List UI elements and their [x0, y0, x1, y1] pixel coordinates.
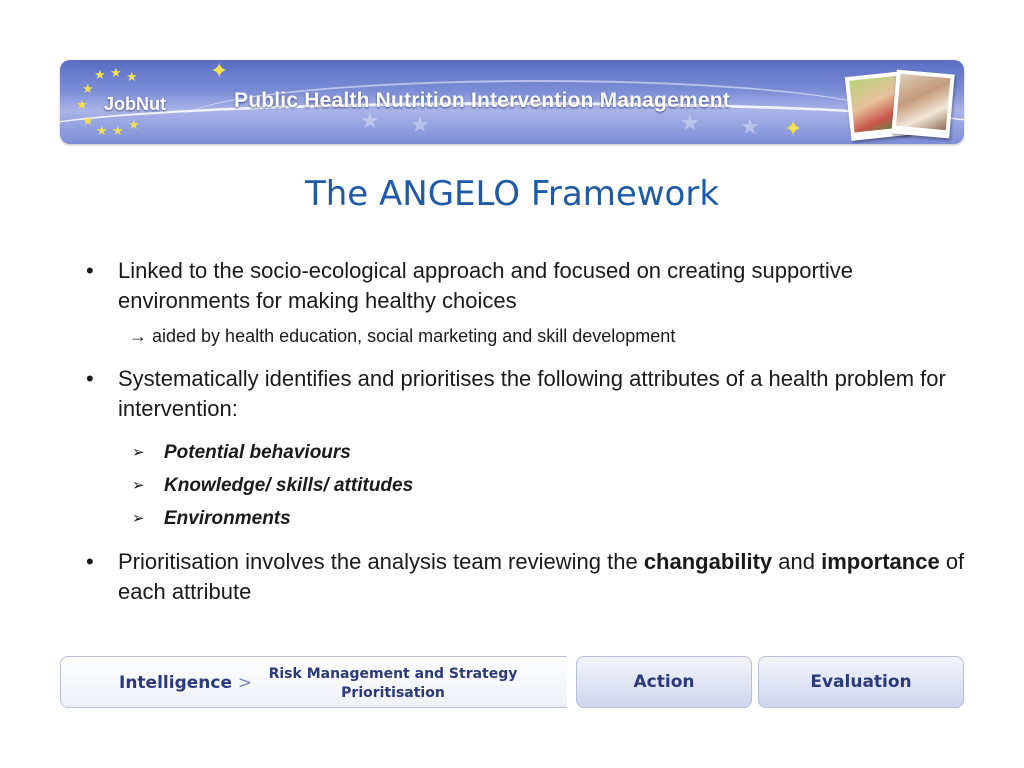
logo-star-icon: ★: [126, 69, 138, 84]
logo-star-icon: ★: [82, 113, 94, 128]
tab-action[interactable]: [576, 656, 752, 708]
tab-evaluation[interactable]: [758, 656, 964, 708]
decorative-star-icon: ★: [410, 112, 430, 137]
logo-star-icon: ★: [94, 67, 106, 82]
bullet-text-mid: and: [772, 549, 822, 574]
chevron-right-icon: >: [237, 673, 253, 693]
bold-term-changability: changability: [643, 549, 773, 574]
sub-point: → aided by health education, social marketing and skill development: [129, 326, 676, 346]
list-item-text: Knowledge/ skills/ attitudes: [164, 475, 414, 496]
list-item-text: Environments: [164, 508, 291, 529]
tab-evaluation-label: Evaluation: [810, 672, 912, 692]
risk-label-line2: Prioritisation: [341, 685, 445, 701]
bullet-dot-icon: •: [86, 549, 94, 574]
slide-title: The ANGELO Framework: [304, 174, 720, 214]
tab-intelligence[interactable]: [119, 673, 252, 693]
slide-content: [86, 256, 966, 615]
bullet-text: Linked to the socio-ecological approach and focused on creating supportive environments for making healthy choices: [118, 258, 854, 313]
risk-label-line1: Risk Management and Strategy: [268, 666, 518, 682]
bullet-text: Systematically identifies and prioritises the following attributes of a health problem for intervention:: [118, 366, 946, 421]
list-item-text: Potential behaviours: [164, 442, 351, 463]
decorative-star-icon: ★: [740, 114, 760, 139]
arrowhead-icon: ➢: [132, 444, 145, 461]
list-item: [86, 436, 966, 469]
list-item: [86, 469, 966, 502]
mother-baby-photo: [891, 70, 954, 139]
bullet-item: [86, 547, 966, 607]
logo-text: JobNut: [104, 94, 166, 114]
tab-intelligence-risk[interactable]: [60, 656, 567, 708]
decorative-star-icon: ★: [680, 110, 700, 135]
banner-title: Public Health Nutrition Intervention Management: [234, 89, 730, 112]
tab-intelligence-label: Intelligence: [119, 673, 232, 693]
tab-risk-management[interactable]: [257, 665, 529, 703]
arrowhead-icon: ➢: [132, 510, 145, 527]
gold-star-icon: ✦: [210, 60, 229, 83]
list-item: [86, 502, 966, 535]
bullet-item: [86, 256, 966, 316]
footer-nav: [60, 656, 964, 708]
bullet-item: [86, 364, 966, 424]
logo-star-icon: ★: [112, 123, 124, 138]
logo-star-icon: ★: [96, 123, 108, 138]
jobnut-logo: [74, 66, 194, 138]
bullet-text-end: of each attribute: [118, 549, 965, 604]
gold-star-icon: ✦: [784, 116, 803, 141]
tab-action-label: Action: [633, 672, 695, 692]
bold-term-importance: importance: [821, 549, 940, 574]
logo-star-icon: ★: [82, 81, 94, 96]
decorative-star-icon: ★: [360, 108, 380, 133]
header-banner: [60, 60, 964, 144]
logo-star-icon: ★: [76, 97, 88, 112]
bullet-dot-icon: •: [86, 366, 94, 391]
bullet-text-start: Prioritisation involves the analysis team reviewing the: [118, 549, 644, 574]
attribute-list: [86, 436, 966, 535]
bullet-dot-icon: •: [86, 258, 94, 283]
logo-star-icon: ★: [128, 117, 140, 132]
logo-star-icon: ★: [110, 65, 122, 80]
arrowhead-icon: ➢: [132, 477, 145, 494]
